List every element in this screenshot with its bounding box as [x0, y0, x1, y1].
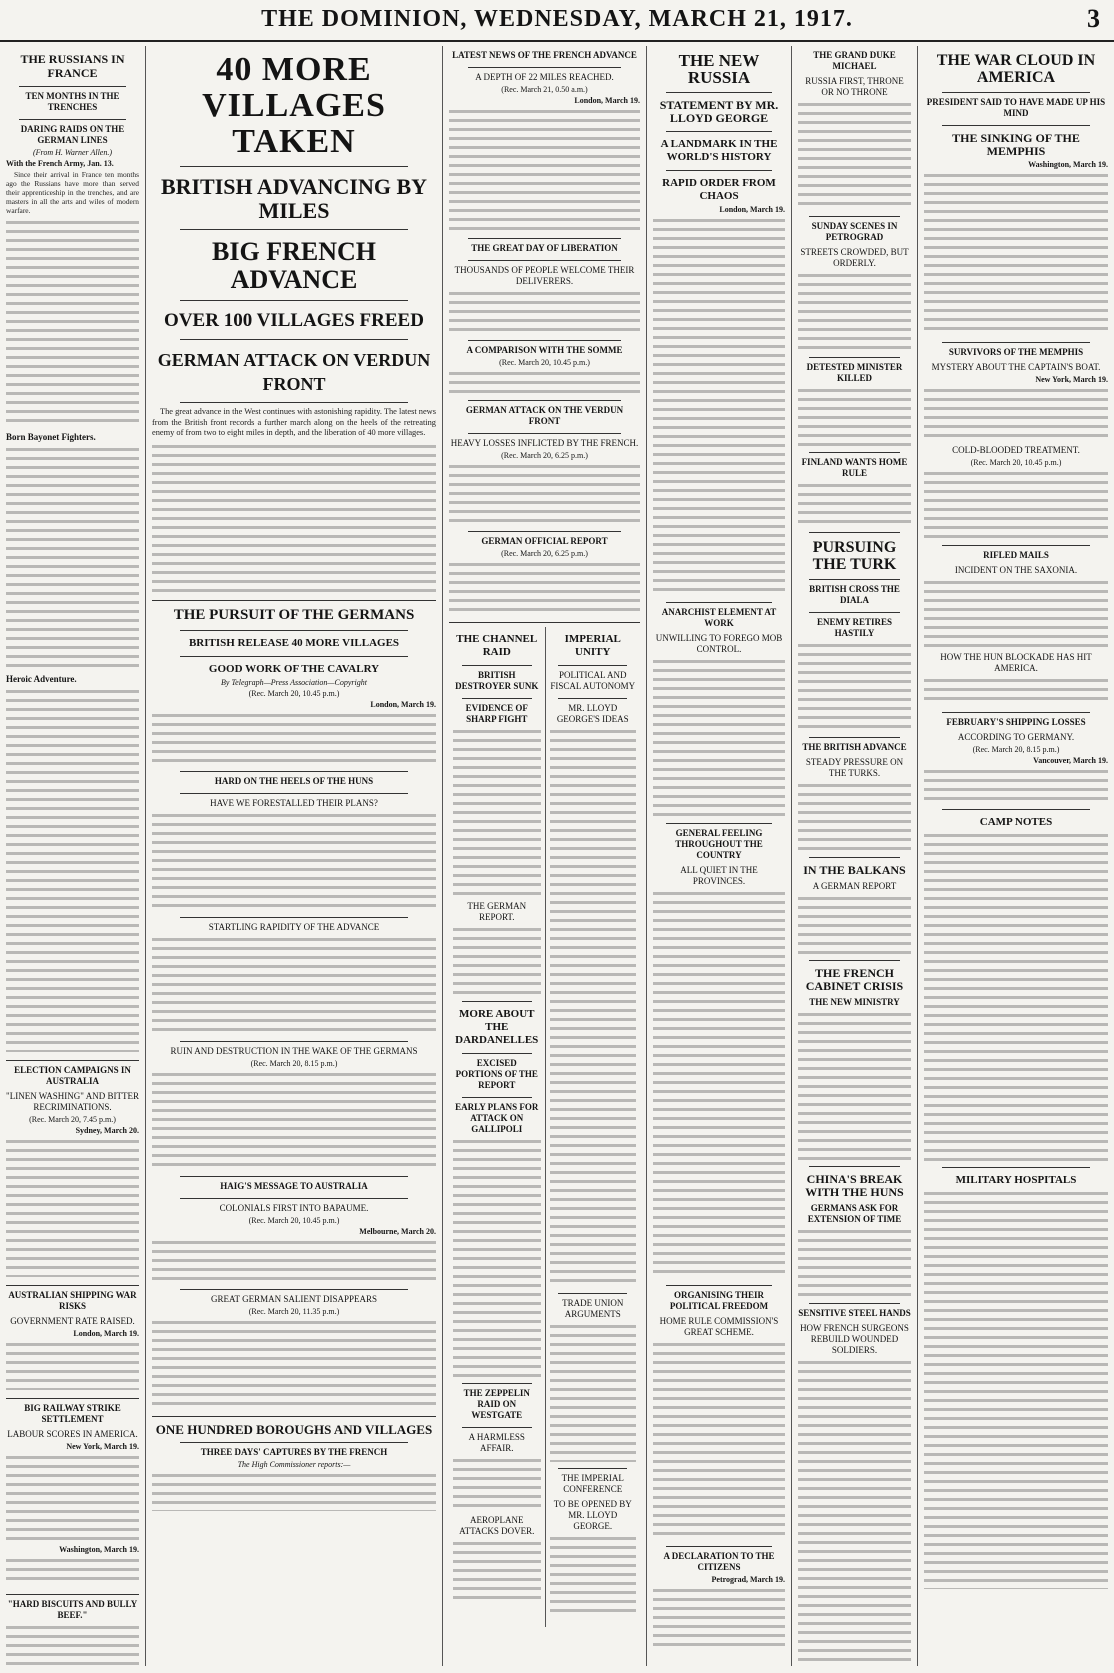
article-text-block	[6, 1556, 139, 1586]
article-text-block	[924, 386, 1108, 441]
masthead-title: THE DOMINION, WEDNESDAY, MARCH 21, 1917.	[261, 6, 853, 32]
dateline: (Rec. March 20, 7.45 p.m.)	[29, 1115, 116, 1124]
article-text-block	[653, 889, 785, 1279]
subhead-british-release: BRITISH RELEASE 40 MORE VILLAGES	[188, 636, 400, 649]
placeline: London, March 19.	[73, 1329, 139, 1338]
headline-pursuit-of-germans: THE PURSUIT OF THE GERMANS	[173, 606, 415, 623]
headline-imperial-unity: IMPERIAL UNITY	[564, 633, 621, 658]
subhead-opened-by-lloyd-george: TO BE OPENED BY MR. LLOYD GEORGE.	[553, 1499, 632, 1531]
article-text-block	[798, 1227, 911, 1297]
subhead-haig-message: HAIG'S MESSAGE TO AUSTRALIA	[220, 1180, 368, 1191]
byline: (From H. Warner Allen.)	[32, 148, 113, 157]
article-text-block	[152, 1070, 436, 1170]
dateline: (Rec. March 20, 6.25 p.m.)	[501, 549, 588, 558]
subhead-survivors-memphis: SURVIVORS OF THE MEMPHIS	[948, 347, 1084, 357]
subhead-new-ministry: THE NEW MINISTRY	[809, 997, 900, 1007]
subhead-captain-boat: MYSTERY ABOUT THE CAPTAIN'S BOAT.	[931, 362, 1101, 372]
subhead-heavy-losses: HEAVY LOSSES INFLICTED BY THE FRENCH.	[450, 438, 639, 448]
article-text-block	[152, 935, 436, 1035]
subhead-rapid-order: RAPID ORDER FROM CHAOS	[662, 177, 776, 202]
article-text-block	[449, 289, 640, 334]
subhead-rate-raised: GOVERNMENT RATE RAISED.	[10, 1316, 135, 1326]
headline-british-advancing: BRITISH ADVANCING BY MILES	[160, 174, 428, 223]
article-text-block	[453, 727, 541, 897]
subhead-political-freedom: ORGANISING THEIR POLITICAL FREEDOM	[669, 1290, 769, 1311]
article-text-block	[449, 560, 640, 614]
headline-railway-strike: BIG RAILWAY STRIKE SETTLEMENT	[24, 1403, 121, 1424]
subhead-all-quiet: ALL QUIET IN THE PROVINCES.	[680, 865, 758, 886]
article-text-block	[653, 216, 785, 596]
placeline: With the French Army, Jan. 13.	[6, 159, 114, 168]
headline-german-attack-verdun: GERMAN ATTACK ON VERDUN FRONT	[157, 350, 431, 394]
article-text-block	[798, 386, 911, 446]
article-text-block	[924, 831, 1108, 1161]
headline-russians-in-france: THE RUSSIANS IN FRANCE	[20, 52, 125, 80]
subhead-shipping-losses: FEBRUARY'S SHIPPING LOSSES	[946, 717, 1086, 727]
article-text-block	[550, 1322, 637, 1462]
subhead-imperial-conference: THE IMPERIAL CONFERENCE	[561, 1473, 624, 1494]
article-text-block	[152, 711, 436, 765]
article-text-block	[924, 1189, 1108, 1589]
article-text-block	[550, 727, 637, 1287]
article-text-block	[6, 1137, 139, 1277]
dateline: (Rec. March 20, 6.25 p.m.)	[501, 451, 588, 460]
subhead-cavalry: GOOD WORK OF THE CAVALRY	[208, 662, 380, 675]
dateline: (Rec. March 20, 8.15 p.m.)	[972, 745, 1060, 754]
article-text-block	[6, 687, 139, 1052]
subhead-salient-disappears: GREAT GERMAN SALIENT DISAPPEARS	[211, 1293, 377, 1304]
subhead-thousands-welcome: THOUSANDS OF PEOPLE WELCOME THEIR DELIVERERS.	[454, 265, 635, 286]
headline-big-french-advance: BIG FRENCH ADVANCE	[212, 237, 376, 294]
article-text-block	[152, 1238, 436, 1283]
subhead-lloyd-george-ideas: MR. LLOYD GEORGE'S IDEAS	[556, 703, 629, 724]
headline-china-break: CHINA'S BREAK WITH THE HUNS	[805, 1172, 904, 1199]
subhead-rifled-mails: RIFLED MAILS	[983, 550, 1049, 560]
column-5	[791, 46, 917, 1666]
article-text-block	[152, 811, 436, 911]
headline-military-hospitals: MILITARY HOSPITALS	[955, 1174, 1077, 1186]
subhead-hun-blockade: HOW THE HUN BLOCKADE HAS HIT AMERICA.	[940, 652, 1092, 673]
article-text-block	[6, 1340, 139, 1390]
subhead-cold-blooded: COLD-BLOODED TREATMENT.	[952, 445, 1080, 455]
subhead-linen-washing: "LINEN WASHING" AND BITTER RECRIMINATIONS.	[6, 1091, 139, 1112]
article-text-block	[449, 107, 640, 232]
article-text-block	[152, 1471, 436, 1511]
placeline: New York, March 19.	[66, 1442, 139, 1451]
headline-war-cloud-america: THE WAR CLOUD IN AMERICA	[936, 52, 1096, 86]
masthead	[0, 0, 1114, 42]
page-number: 3	[1087, 4, 1100, 33]
headline-shipping-war-risks: AUSTRALIAN SHIPPING WAR RISKS	[8, 1290, 137, 1311]
headline-in-the-balkans: IN THE BALKANS	[803, 863, 906, 877]
column-2	[145, 46, 442, 1666]
subhead-enemy-retires: ENEMY RETIRES HASTILY	[817, 617, 892, 638]
placeline: London, March 19.	[370, 699, 436, 709]
dateline: (Rec. March 20, 11.35 p.m.)	[248, 1306, 340, 1316]
headline-one-hundred-boroughs: ONE HUNDRED BOROUGHS AND VILLAGES	[155, 1421, 433, 1437]
subhead-german-official-report: GERMAN OFFICIAL REPORT	[481, 536, 608, 546]
article-text-block	[550, 1534, 637, 1614]
article-text-block	[152, 442, 436, 592]
dateline: (Rec. March 20, 8.15 p.m.)	[250, 1058, 338, 1068]
article-text-block	[449, 462, 640, 525]
placeline: Melbourne, March 20.	[359, 1226, 436, 1236]
headline-latest-news-french: LATEST NEWS OF THE FRENCH ADVANCE	[452, 50, 637, 60]
headline-channel-raid: THE CHANNEL RAID	[456, 633, 538, 658]
subhead-saxonia: INCIDENT ON THE SAXONIA.	[954, 565, 1078, 575]
lead-paragraph: Since their arrival in France ten months ago the Russians have more than served their apprenticeship in the trenches, and are masters in all the arts and wiles of modern warfare.	[6, 170, 139, 215]
imperial-unity-column	[545, 627, 641, 1627]
subhead-finland-home-rule: FINLAND WANTS HOME RULE	[801, 457, 908, 478]
subhead-anarchist-element: ANARCHIST ELEMENT AT WORK	[661, 607, 777, 628]
article-text-block	[6, 1453, 139, 1543]
article-text-block	[653, 1586, 785, 1646]
placeline: Washington, March 19.	[1028, 160, 1108, 169]
article-text-block	[798, 781, 911, 851]
dateline: (Rec. March 20, 10.45 p.m.)	[499, 358, 590, 367]
headline-new-russia: THE NEW RUSSIA	[678, 51, 760, 87]
dateline: (Rec. March 20, 10.45 p.m.)	[248, 688, 340, 698]
subhead-minister-killed: DETESTED MINISTER KILLED	[806, 362, 903, 383]
subhead-fiscal-autonomy: POLITICAL AND FISCAL AUTONOMY	[550, 670, 636, 691]
article-text-block	[798, 100, 911, 210]
placeline: New York, March 19.	[1035, 375, 1108, 384]
lead-paragraph: The great advance in the West continues with astonishing rapidity. The latest news from the British front records a further march along on the heels of the retreating enemy of from two to eight miles in depth, and the liberation of 40 more villages.	[152, 407, 436, 437]
column-4	[646, 46, 791, 1666]
subhead-zeppelin-raid: THE ZEPPELIN RAID ON WESTGATE	[463, 1388, 530, 1420]
headline-french-cabinet-crisis: THE FRENCH CABINET CRISIS	[805, 966, 904, 993]
subhead-statement-lloyd-george: STATEMENT BY MR. LLOYD GEORGE	[659, 98, 779, 125]
article-text-block	[453, 925, 541, 995]
subhead-ten-months: TEN MONTHS IN THE TRENCHES	[25, 91, 120, 112]
placeline: London, March 19.	[574, 96, 640, 105]
placeline: Sydney, March 20.	[75, 1126, 139, 1135]
subhead-extension-of-time: GERMANS ASK FOR EXTENSION OF TIME	[807, 1203, 902, 1224]
article-text-block	[449, 369, 640, 394]
article-text-block	[6, 445, 139, 670]
placeline: London, March 19.	[719, 205, 785, 214]
subhead-sharp-fight: EVIDENCE OF SHARP FIGHT	[465, 703, 528, 724]
subhead-landmark: A LANDMARK IN THE WORLD'S HISTORY	[660, 138, 778, 163]
article-text-block	[798, 481, 911, 526]
headline-grand-duke: THE GRAND DUKE MICHAEL	[813, 50, 896, 71]
headline-over-100-villages: OVER 100 VILLAGES FREED	[164, 310, 424, 331]
subhead-daring-raids: DARING RAIDS ON THE GERMAN LINES	[20, 124, 125, 145]
column-6	[917, 46, 1114, 1666]
subhead-french-surgeons: HOW FRENCH SURGEONS REBUILD WOUNDED SOLDIERS.	[800, 1323, 909, 1355]
article-text-block	[453, 1456, 541, 1511]
subhead-british-advance: THE BRITISH ADVANCE	[802, 742, 907, 752]
subhead-russia-first: RUSSIA FIRST, THRONE OR NO THRONE	[805, 76, 904, 97]
article-text-block	[924, 578, 1108, 648]
subhead-aeroplane-dover: AEROPLANE ATTACKS DOVER.	[459, 1515, 535, 1536]
byline: The High Commissioner reports:—	[237, 1459, 351, 1469]
subhead-three-days: THREE DAYS' CAPTURES BY THE FRENCH	[200, 1446, 388, 1457]
subhead-general-feeling: GENERAL FEELING THROUGHOUT THE COUNTRY	[675, 828, 763, 860]
channel-raid-column	[449, 627, 545, 1627]
article-text-block	[6, 1623, 139, 1666]
subhead-sinking-memphis: THE SINKING OF THE MEMPHIS	[952, 131, 1080, 158]
column-3	[442, 46, 646, 1666]
subhead-bayonet: Born Bayonet Fighters.	[6, 432, 96, 442]
article-text-block	[453, 1137, 541, 1377]
subhead-destroyer-sunk: BRITISH DESTROYER SUNK	[455, 670, 539, 691]
article-text-block	[798, 1010, 911, 1160]
split-section	[449, 627, 640, 1627]
subhead-colonials-first: COLONIALS FIRST INTO BAPAUME.	[219, 1202, 369, 1213]
headline-camp-notes: CAMP NOTES	[979, 816, 1053, 828]
subhead-streets-crowded: STREETS CROWDED, BUT ORDERLY.	[800, 247, 909, 268]
subhead-declaration-citizens: A DECLARATION TO THE CITIZENS	[663, 1551, 775, 1572]
subhead-cross-diala: BRITISH CROSS THE DIALA	[809, 584, 900, 605]
article-text-block	[798, 894, 911, 954]
subhead-forestalled: HAVE WE FORESTALLED THEIR PLANS?	[210, 797, 378, 808]
subhead-german-report: THE GERMAN REPORT.	[467, 901, 527, 922]
subhead-steel-hands: SENSITIVE STEEL HANDS	[798, 1308, 911, 1318]
article-text-block	[453, 1539, 541, 1599]
subhead-labour-scores: LABOUR SCORES IN AMERICA.	[7, 1429, 138, 1439]
subhead-steady-pressure: STEADY PRESSURE ON THE TURKS.	[805, 757, 904, 778]
subhead-harmless-affair: A HARMLESS AFFAIR.	[468, 1432, 525, 1453]
article-text-block	[653, 1340, 785, 1540]
subhead-home-rule-commission: HOME RULE COMMISSION'S GREAT SCHEME.	[659, 1316, 779, 1337]
article-text-block	[924, 171, 1108, 336]
headline-hard-biscuits: "HARD BISCUITS AND BULLY BEEF."	[7, 1599, 138, 1620]
subhead-according-germany: ACCORDING TO GERMANY.	[957, 732, 1075, 742]
subhead-comparison-somme: A COMPARISON WITH THE SOMME	[466, 345, 623, 355]
placeline: Washington, March 19.	[59, 1545, 139, 1554]
subhead-sunday-scenes: SUNDAY SCENES IN PETROGRAD	[811, 221, 898, 242]
subhead-depth-22-miles: A DEPTH OF 22 MILES REACHED.	[475, 72, 614, 82]
subhead-excised-portions: EXCISED PORTIONS OF THE REPORT	[455, 1058, 538, 1090]
subhead-attack-verdun-front: GERMAN ATTACK ON THE VERDUN FRONT	[465, 405, 624, 426]
placeline: Petrograd, March 19.	[711, 1575, 785, 1584]
headline-40-more-villages: 40 MORE VILLAGES TAKEN	[202, 51, 386, 160]
subhead-trade-union: TRADE UNION ARGUMENTS	[562, 1298, 624, 1319]
article-text-block	[6, 218, 139, 428]
placeline: Vancouver, March 19.	[1033, 756, 1108, 765]
article-text-block	[924, 469, 1108, 539]
article-text-block	[653, 657, 785, 817]
dateline: (Rec. March 21, 0.50 a.m.)	[501, 85, 588, 94]
article-text-block	[798, 1358, 911, 1666]
subhead-great-day: THE GREAT DAY OF LIBERATION	[471, 243, 618, 253]
article-text-block	[798, 271, 911, 351]
subhead-ruin-destruction: RUIN AND DESTRUCTION IN THE WAKE OF THE GERMANS	[170, 1045, 418, 1056]
headline-pursuing-the-turk: PURSUING THE TURK	[812, 539, 897, 573]
byline: By Telegraph—Press Association—Copyright	[221, 677, 367, 687]
subhead-startling-rapidity: STARTLING RAPIDITY OF THE ADVANCE	[208, 921, 380, 932]
headline-dardanelles: MORE ABOUT THE DARDANELLES	[455, 1008, 539, 1046]
dateline: (Rec. March 20, 10.45 p.m.)	[248, 1215, 340, 1225]
article-text-block	[152, 1318, 436, 1408]
dateline: (Rec. March 20, 10.45 p.m.)	[970, 458, 1062, 467]
subhead-heroic: Heroic Adventure.	[6, 674, 77, 684]
subhead-german-report: A GERMAN REPORT	[812, 881, 897, 891]
article-text-block	[924, 676, 1108, 706]
subhead-mob-control: UNWILLING TO FOREGO MOB CONTROL.	[655, 633, 783, 654]
column-1	[0, 46, 145, 1666]
subhead-gallipoli: EARLY PLANS FOR ATTACK ON GALLIPOLI	[455, 1102, 539, 1134]
subhead-president-mind: PRESIDENT SAID TO HAVE MADE UP HIS MIND	[926, 97, 1106, 118]
subhead-hard-on-heels: HARD ON THE HEELS OF THE HUNS	[214, 775, 374, 786]
article-text-block	[924, 767, 1108, 803]
headline-election-campaigns: ELECTION CAMPAIGNS IN AUSTRALIA	[14, 1065, 131, 1086]
article-text-block	[798, 641, 911, 731]
